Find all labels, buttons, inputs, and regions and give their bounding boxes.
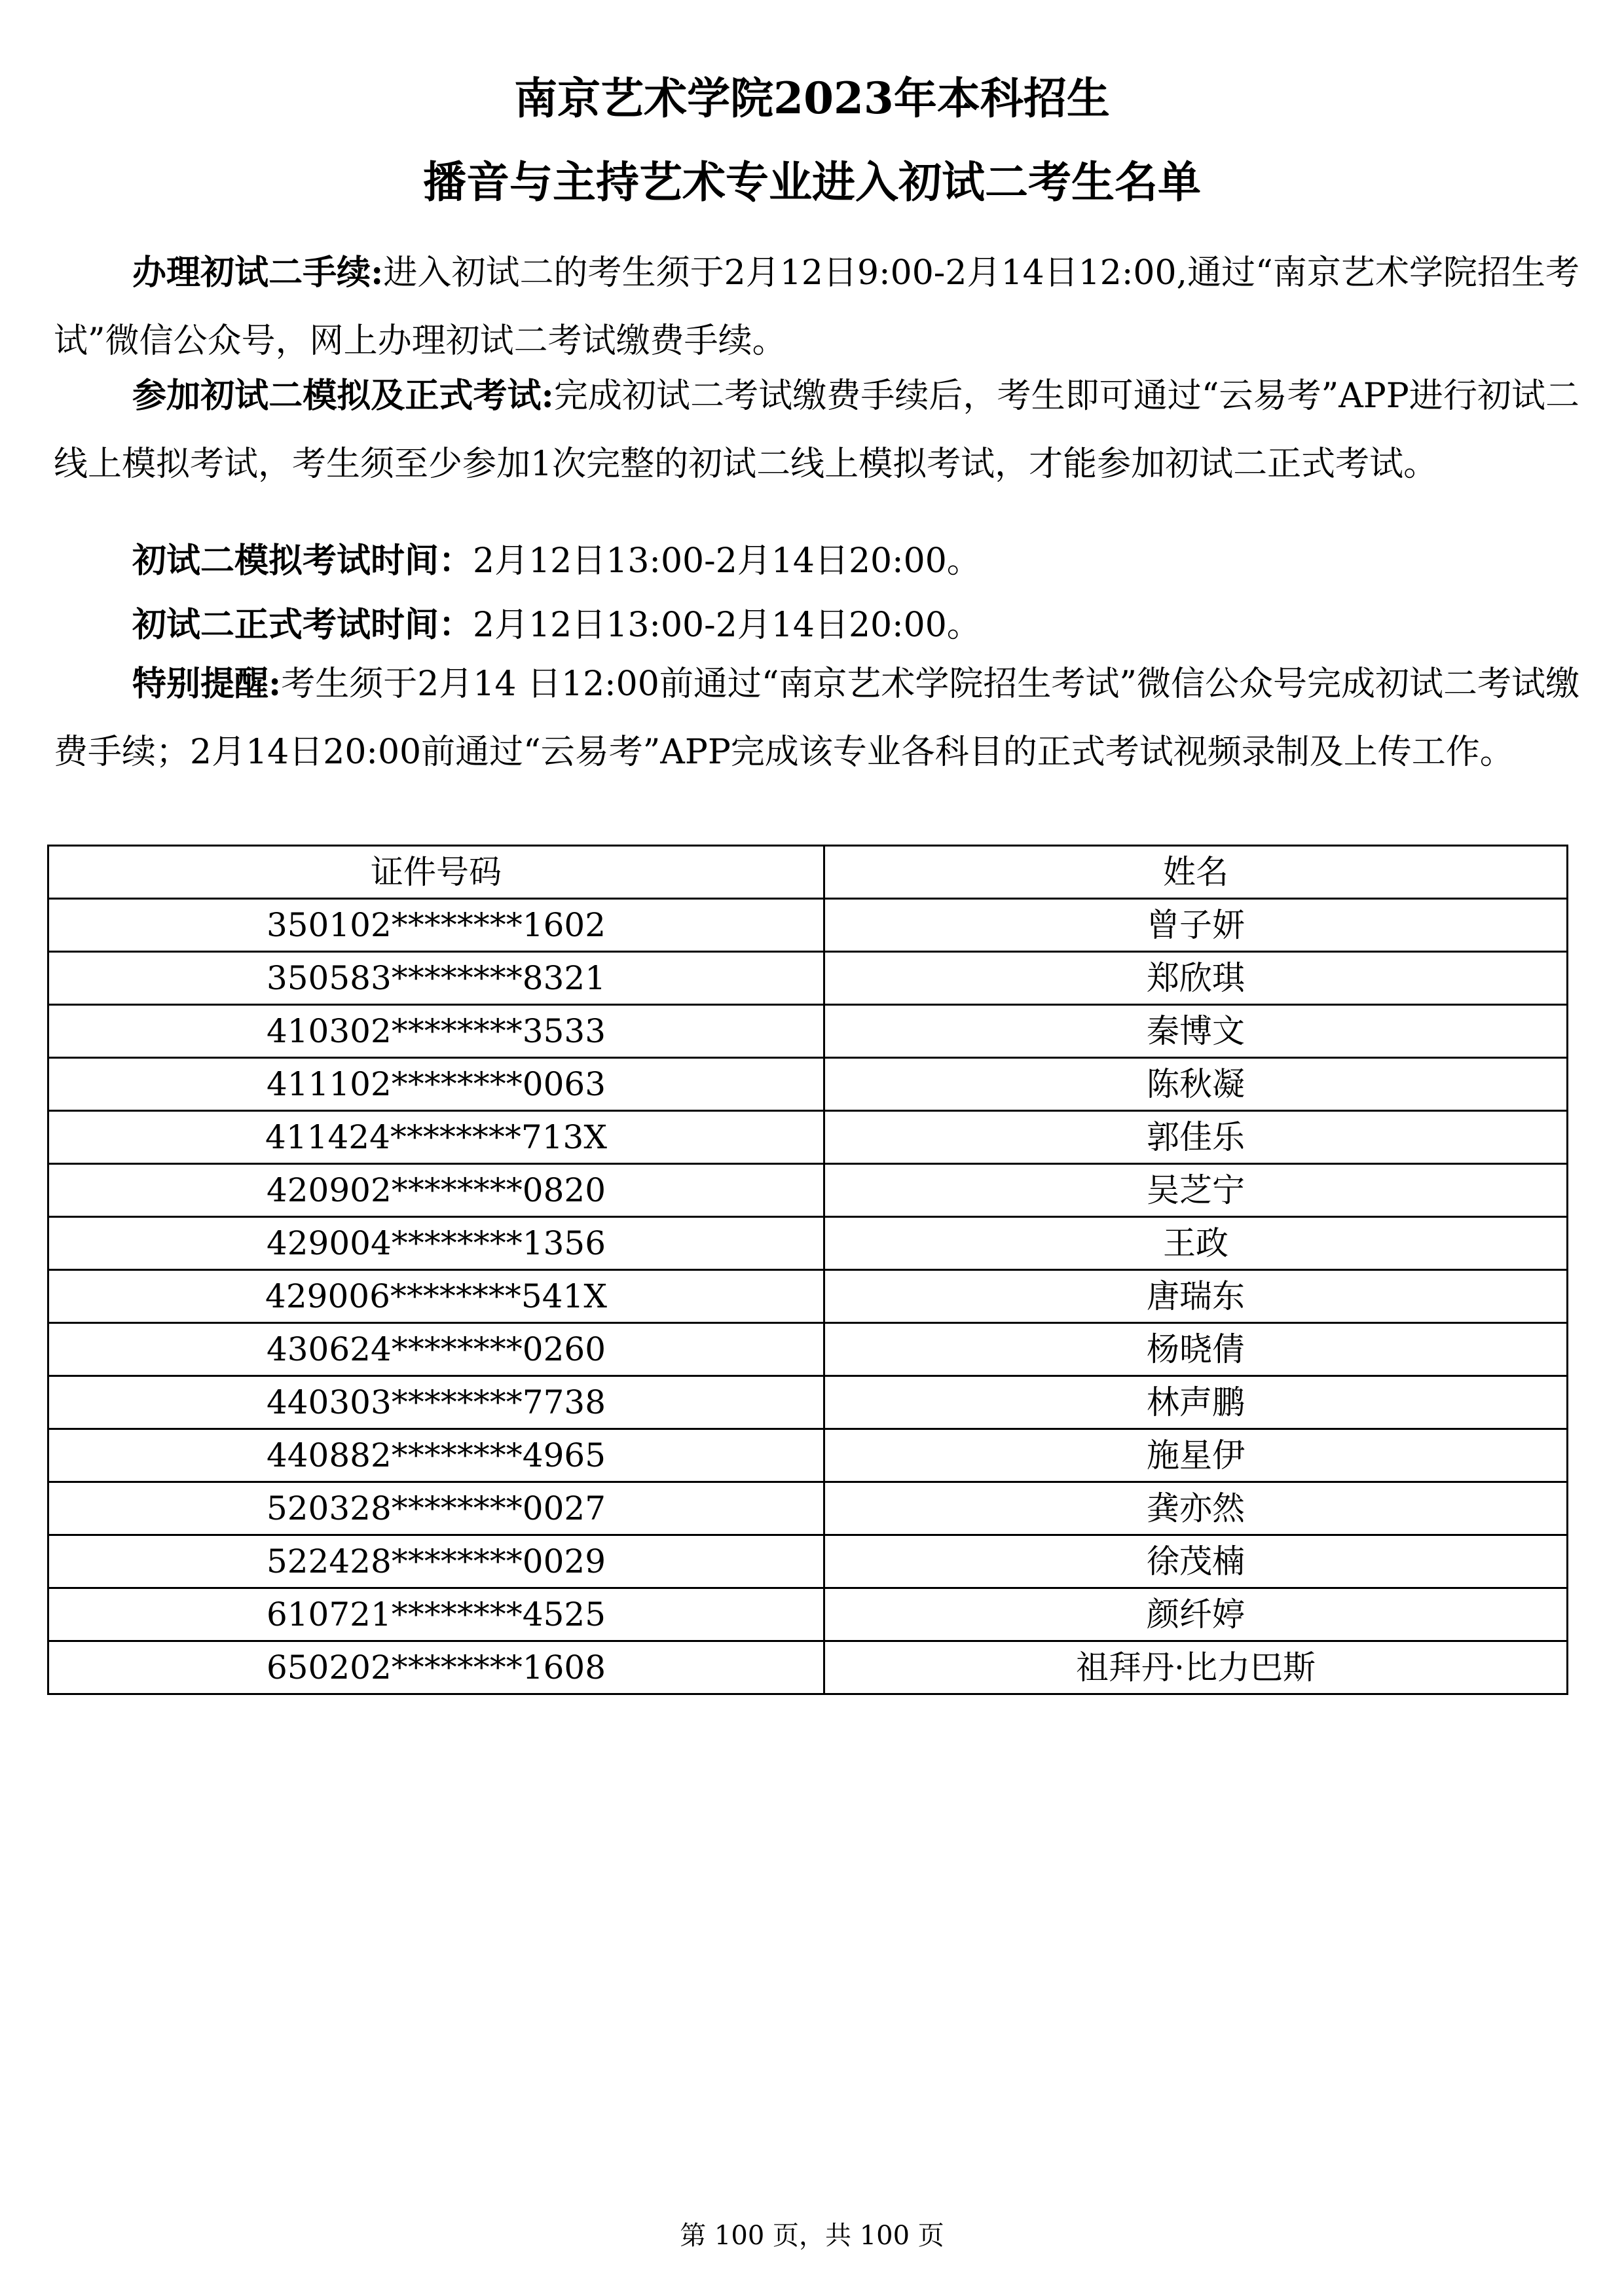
paragraph-lead: 参加初试二模拟及正式考试:	[132, 376, 554, 416]
document-title-line-2: 播音与主持艺术专业进入初试二考生名单	[423, 156, 1201, 208]
table-row	[48, 1429, 1568, 1482]
cell-name: 龚亦然	[824, 1482, 1568, 1535]
page-number-footer: 第 100 页，共 100 页	[680, 2221, 944, 2251]
table-row	[48, 899, 1568, 952]
table-row	[48, 1058, 1568, 1111]
cell-id: 610721********4525	[48, 1588, 824, 1641]
column-header-id: 证件号码	[48, 846, 824, 899]
paragraph-lead: 办理初试二手续:	[132, 253, 384, 293]
table-row	[48, 1376, 1568, 1429]
cell-name: 颜纤婷	[824, 1588, 1568, 1641]
cell-name: 吴芝宁	[824, 1164, 1568, 1217]
cell-id: 522428********0029	[48, 1535, 824, 1588]
cell-id: 350583********8321	[48, 952, 824, 1005]
table-row	[48, 1323, 1568, 1376]
cell-id: 411424********713X	[48, 1111, 824, 1164]
cell-id: 520328********0027	[48, 1482, 824, 1535]
paragraph-procedure	[54, 239, 1579, 375]
table-row	[48, 1535, 1568, 1588]
cell-id: 650202********1608	[48, 1641, 824, 1694]
paragraph-body: 2月12日13:00-2月14日20:00。	[473, 541, 981, 581]
paragraph-body: 2月12日13:00-2月14日20:00。	[473, 606, 981, 645]
candidate-table	[47, 845, 1568, 1695]
table-row	[48, 952, 1568, 1005]
cell-id: 440882********4965	[48, 1429, 824, 1482]
cell-id: 429004********1356	[48, 1217, 824, 1270]
paragraph-body: 完成初试二考试缴费手续后，考生即可通过“云易考”APP进行初试二线上模拟考试，考生须至少参加1次完整的初试二线上模拟考试，才能参加初试二正式考试。	[54, 376, 1579, 484]
paragraph-mock-time	[54, 527, 1579, 595]
cell-id: 410302********3533	[48, 1005, 824, 1058]
cell-name: 王政	[824, 1217, 1568, 1270]
cell-id: 411102********0063	[48, 1058, 824, 1111]
cell-name: 曾子妍	[824, 899, 1568, 952]
paragraph-lead: 特别提醒:	[132, 664, 282, 704]
cell-name: 林声鹏	[824, 1376, 1568, 1429]
cell-name: 秦博文	[824, 1005, 1568, 1058]
cell-id: 430624********0260	[48, 1323, 824, 1376]
table-row	[48, 1111, 1568, 1164]
cell-id: 429006********541X	[48, 1270, 824, 1323]
paragraph-body: 考生须于2月14 日12:00前通过“南京艺术学院招生考试”微信公众号完成初试二考试缴费手续；2月14日20:00前通过“云易考”APP完成该专业各科目的正式考试视频录制及上传工作。	[54, 665, 1580, 772]
document-title-line-1: 南京艺术学院2023年本科招生	[514, 73, 1110, 124]
paragraph-body: 进入初试二的考生须于2月12日9:00-2月14日12:00,通过“南京艺术学院招生考试”微信公众号，网上办理初试二考试缴费手续。	[54, 253, 1579, 361]
paragraph-special-reminder	[54, 650, 1579, 786]
table-row	[48, 1588, 1568, 1641]
paragraph-lead: 初试二模拟考试时间：	[132, 541, 473, 581]
cell-name: 祖拜丹·比力巴斯	[824, 1641, 1568, 1694]
table-row	[48, 1164, 1568, 1217]
cell-id: 350102********1602	[48, 899, 824, 952]
table-row	[48, 1005, 1568, 1058]
table-row	[48, 1217, 1568, 1270]
cell-name: 徐茂楠	[824, 1535, 1568, 1588]
cell-name: 施星伊	[824, 1429, 1568, 1482]
table-row	[48, 1482, 1568, 1535]
table-row	[48, 1641, 1568, 1694]
paragraph-formal-time	[54, 591, 1579, 659]
cell-name: 陈秋凝	[824, 1058, 1568, 1111]
cell-name: 唐瑞东	[824, 1270, 1568, 1323]
cell-name: 郑欣琪	[824, 952, 1568, 1005]
cell-name: 杨晓倩	[824, 1323, 1568, 1376]
paragraph-mock-exam	[54, 362, 1579, 498]
cell-id: 420902********0820	[48, 1164, 824, 1217]
column-header-name: 姓名	[824, 846, 1568, 899]
cell-id: 440303********7738	[48, 1376, 824, 1429]
table-row	[48, 1270, 1568, 1323]
cell-name: 郭佳乐	[824, 1111, 1568, 1164]
table-header-row	[48, 846, 1568, 899]
paragraph-lead: 初试二正式考试时间：	[132, 605, 473, 645]
